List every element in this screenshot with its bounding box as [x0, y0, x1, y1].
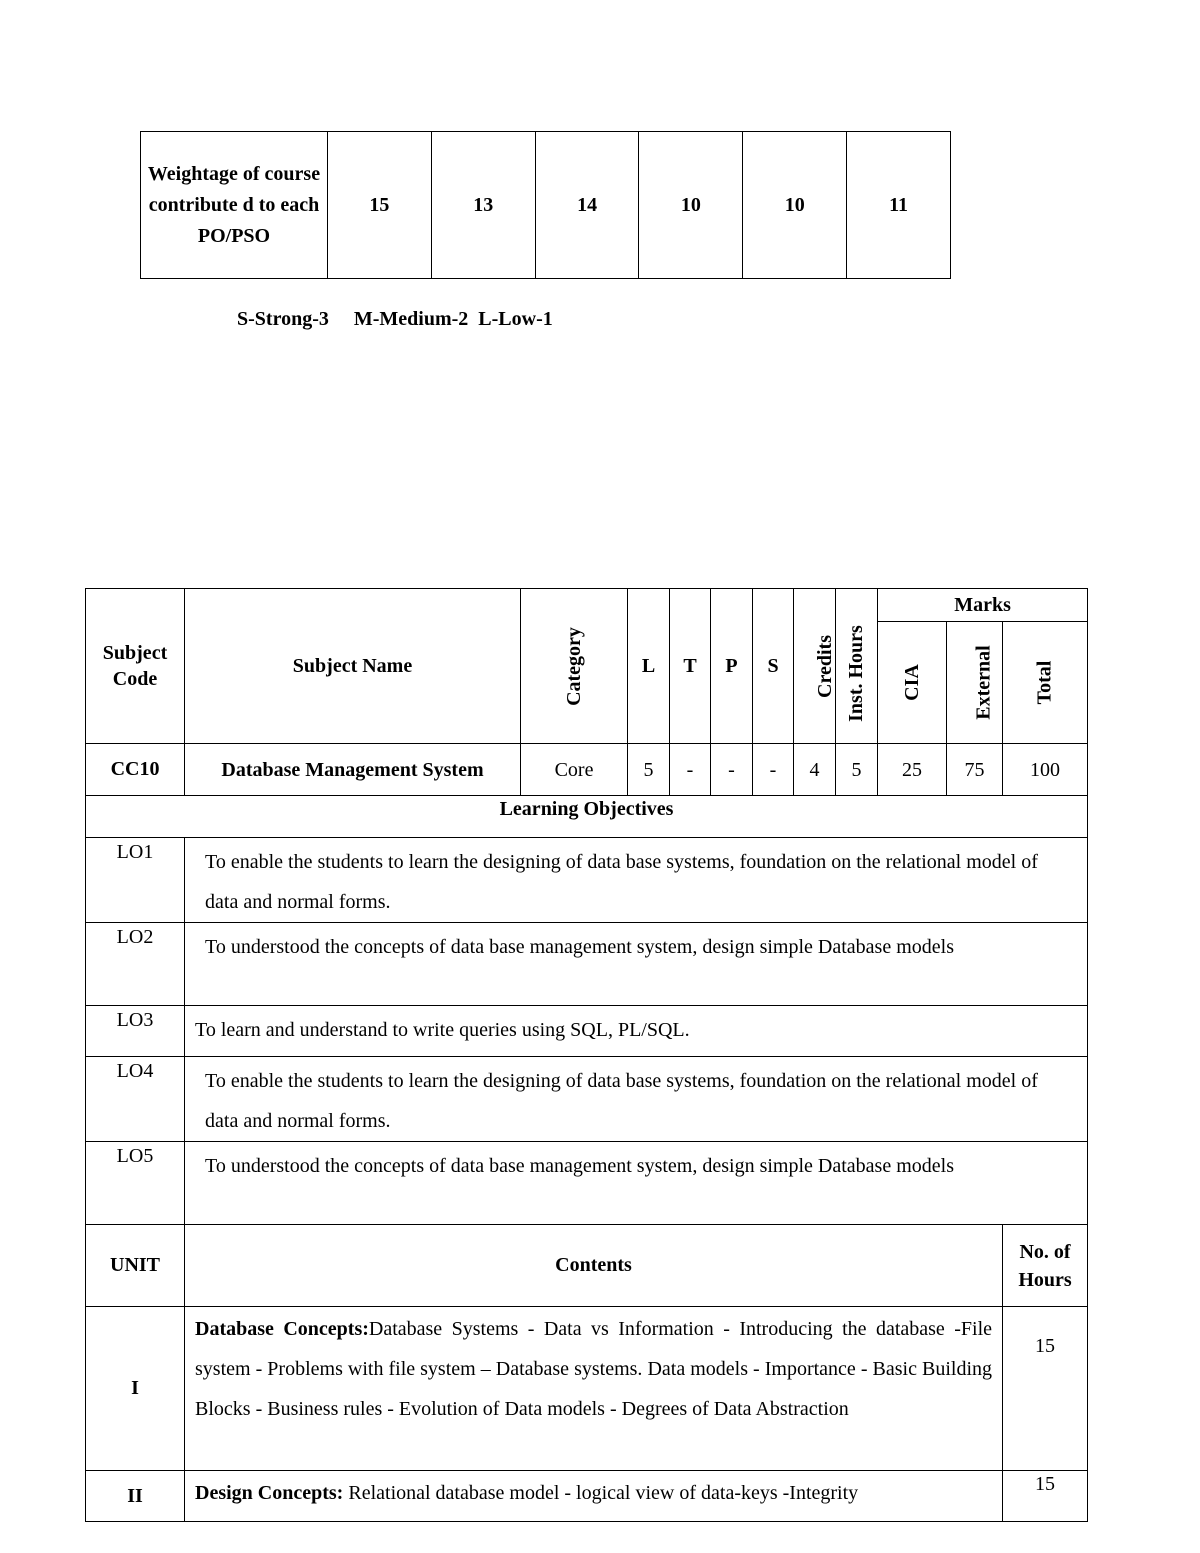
unit-title: Database Concepts: [195, 1318, 369, 1340]
lo-row [86, 1006, 1088, 1057]
unit-contents [185, 1471, 1003, 1522]
cia-header: CIA [878, 622, 947, 744]
subject-name-header: Subject Name [185, 589, 521, 744]
t-value: - [670, 744, 711, 796]
lo-text: To enable the students to learn the designing of data base systems, foundation on the relational model of data and normal forms. [185, 838, 1088, 923]
units-header-row [86, 1225, 1088, 1307]
weightage-value-2: 13 [431, 132, 535, 279]
l-header: L [628, 589, 670, 744]
lo-code: LO2 [86, 923, 185, 1006]
cia-value: 25 [878, 744, 947, 796]
weightage-value-1: 15 [328, 132, 432, 279]
unit-contents [185, 1307, 1003, 1471]
external-header: External [947, 622, 1003, 744]
weightage-value-3: 14 [535, 132, 639, 279]
unit-text: Relational database model - logical view of data-keys -Integrity [343, 1482, 859, 1504]
external-value: 75 [947, 744, 1003, 796]
unit-title: Design Concepts: [195, 1482, 344, 1504]
unit-number: II [86, 1471, 185, 1522]
total-header: Total [1003, 622, 1088, 744]
s-value: - [753, 744, 794, 796]
weightage-value-6: 11 [847, 132, 951, 279]
weightage-value-5: 10 [743, 132, 847, 279]
lo-code: LO3 [86, 1006, 185, 1057]
unit-text: Database Systems - Data vs Information - Introducing the database -File system - Problems with file system – Database systems. Data models - Importance - Basic Building Blocks - Business rules - Evolution of Data models - Degrees of Data Abstraction [195, 1318, 993, 1420]
total-value: 100 [1003, 744, 1088, 796]
syllabus-table [85, 588, 1088, 1522]
marks-header: Marks [878, 589, 1088, 622]
subject-code: CC10 [86, 744, 185, 796]
lo-code: LO1 [86, 838, 185, 923]
credits-value: 4 [794, 744, 836, 796]
category-value: Core [521, 744, 628, 796]
learning-objectives-title-row [86, 796, 1088, 838]
lo-row [86, 1057, 1088, 1142]
unit-hours: 15 [1003, 1471, 1088, 1522]
unit-hours: 15 [1003, 1307, 1088, 1471]
strength-legend: S-Strong-3 M-Medium-2 L-Low-1 [237, 308, 553, 330]
course-row [86, 744, 1088, 796]
contents-header: Contents [185, 1225, 1003, 1307]
t-header: T [670, 589, 711, 744]
l-value: 5 [628, 744, 670, 796]
weightage-row [141, 132, 951, 279]
inst-hours-value: 5 [836, 744, 878, 796]
weightage-table [140, 131, 951, 279]
s-header: S [753, 589, 794, 744]
subject-name: Database Management System [185, 744, 521, 796]
credits-header: Credits [794, 589, 836, 744]
lo-text: To understood the concepts of data base management system, design simple Database models [185, 1142, 1088, 1225]
lo-text: To learn and understand to write queries using SQL, PL/SQL. [185, 1006, 1088, 1057]
weightage-value-4: 10 [639, 132, 743, 279]
unit-number: I [86, 1307, 185, 1471]
lo-code: LO4 [86, 1057, 185, 1142]
lo-row [86, 1142, 1088, 1225]
p-header: P [711, 589, 753, 744]
weightage-label: Weightage of course contribute d to each PO/PSO [141, 132, 328, 279]
p-value: - [711, 744, 753, 796]
lo-text: To understood the concepts of data base management system, design simple Database models [185, 923, 1088, 1006]
learning-objectives-title: Learning Objectives [86, 796, 1088, 838]
lo-row [86, 923, 1088, 1006]
unit-row [86, 1307, 1088, 1471]
hours-header: No. of Hours [1003, 1225, 1088, 1307]
inst-hours-header: Inst. Hours [836, 589, 878, 744]
lo-code: LO5 [86, 1142, 185, 1225]
lo-row [86, 838, 1088, 923]
category-header: Category [521, 589, 628, 744]
unit-header: UNIT [86, 1225, 185, 1307]
unit-row [86, 1471, 1088, 1522]
lo-text: To enable the students to learn the designing of data base systems, foundation on the relational model of data and normal forms. [185, 1057, 1088, 1142]
subject-code-header: Subject Code [86, 589, 185, 744]
course-header-row [86, 589, 1088, 622]
